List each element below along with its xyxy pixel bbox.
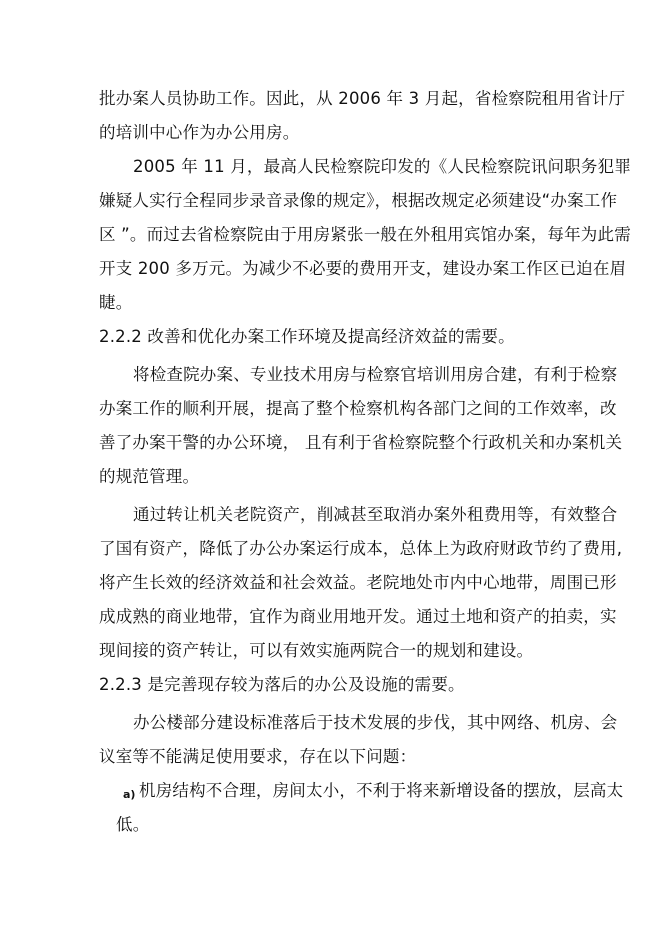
paragraph-line: 将检查院办案、专业技术用房与检察官培训用房合建，有利于检察	[133, 365, 618, 384]
paragraph-line: 的培训中心作为办公用房。	[99, 123, 300, 142]
list-marker: a)	[123, 788, 136, 801]
paragraph-line: 睫。	[99, 293, 133, 312]
paragraph-line: 通过转让机关老院资产，削减甚至取消办案外租费用等，有效整合	[133, 505, 618, 524]
paragraph-line: 开支 200 多万元。为减少不必要的费用开支，建设办案工作区已迫在眉	[99, 259, 627, 278]
paragraph-line: 现间接的资产转让，可以有效实施两院合一的规划和建设。	[99, 641, 534, 660]
paragraph-line: 成成熟的商业地带，宜作为商业用地开发。通过土地和资产的拍卖，实	[99, 607, 617, 626]
list-item-line: 低。	[116, 815, 150, 834]
paragraph-line: 将产生长效的经济效益和社会效益。老院地处市内中心地带，周围已形	[99, 573, 617, 592]
paragraph-line: 批办案人员协助工作。因此，从 2006 年 3 月起，省检察院租用省计厅	[99, 89, 626, 108]
paragraph-line: 办案工作的顺利开展，提高了整个检察机构各部门之间的工作效率，改	[99, 399, 617, 418]
paragraph-line: 议室等不能满足使用要求，存在以下问题：	[99, 747, 417, 766]
paragraph-line: 善了办案干警的办公环境， 且有利于省检察院整个行政机关和办案机关	[99, 433, 623, 452]
paragraph-line: 办公楼部分建设标准落后于技术发展的步伐，其中网络、机房、会	[133, 713, 618, 732]
paragraph-line: 的规范管理。	[99, 467, 200, 486]
paragraph-line: 区 ”。而过去省检察院由于用房紧张一般在外租用宾馆办案，每年为此需	[99, 225, 631, 244]
list-item-line: 机房结构不合理，房间太小，不利于将来新增设备的摆放，层高太	[139, 781, 624, 800]
section-heading-2-2-3: 2.2.3 是完善现存较为落后的办公及设施的需要。	[99, 675, 465, 694]
paragraph-line: 嫌疑人实行全程同步录音录像的规定》，根据改规定必须建设“办案工作	[99, 191, 618, 210]
section-heading-2-2-2: 2.2.2 改善和优化办案工作环境及提高经济效益的需要。	[99, 327, 515, 346]
paragraph-line: 了国有资产，降低了办公办案运行成本，总体上为政府财政节约了费用,	[99, 539, 623, 558]
paragraph-line: 2005 年 11 月，最高人民检察院印发的《人民检察院讯问职务犯罪	[133, 157, 632, 176]
